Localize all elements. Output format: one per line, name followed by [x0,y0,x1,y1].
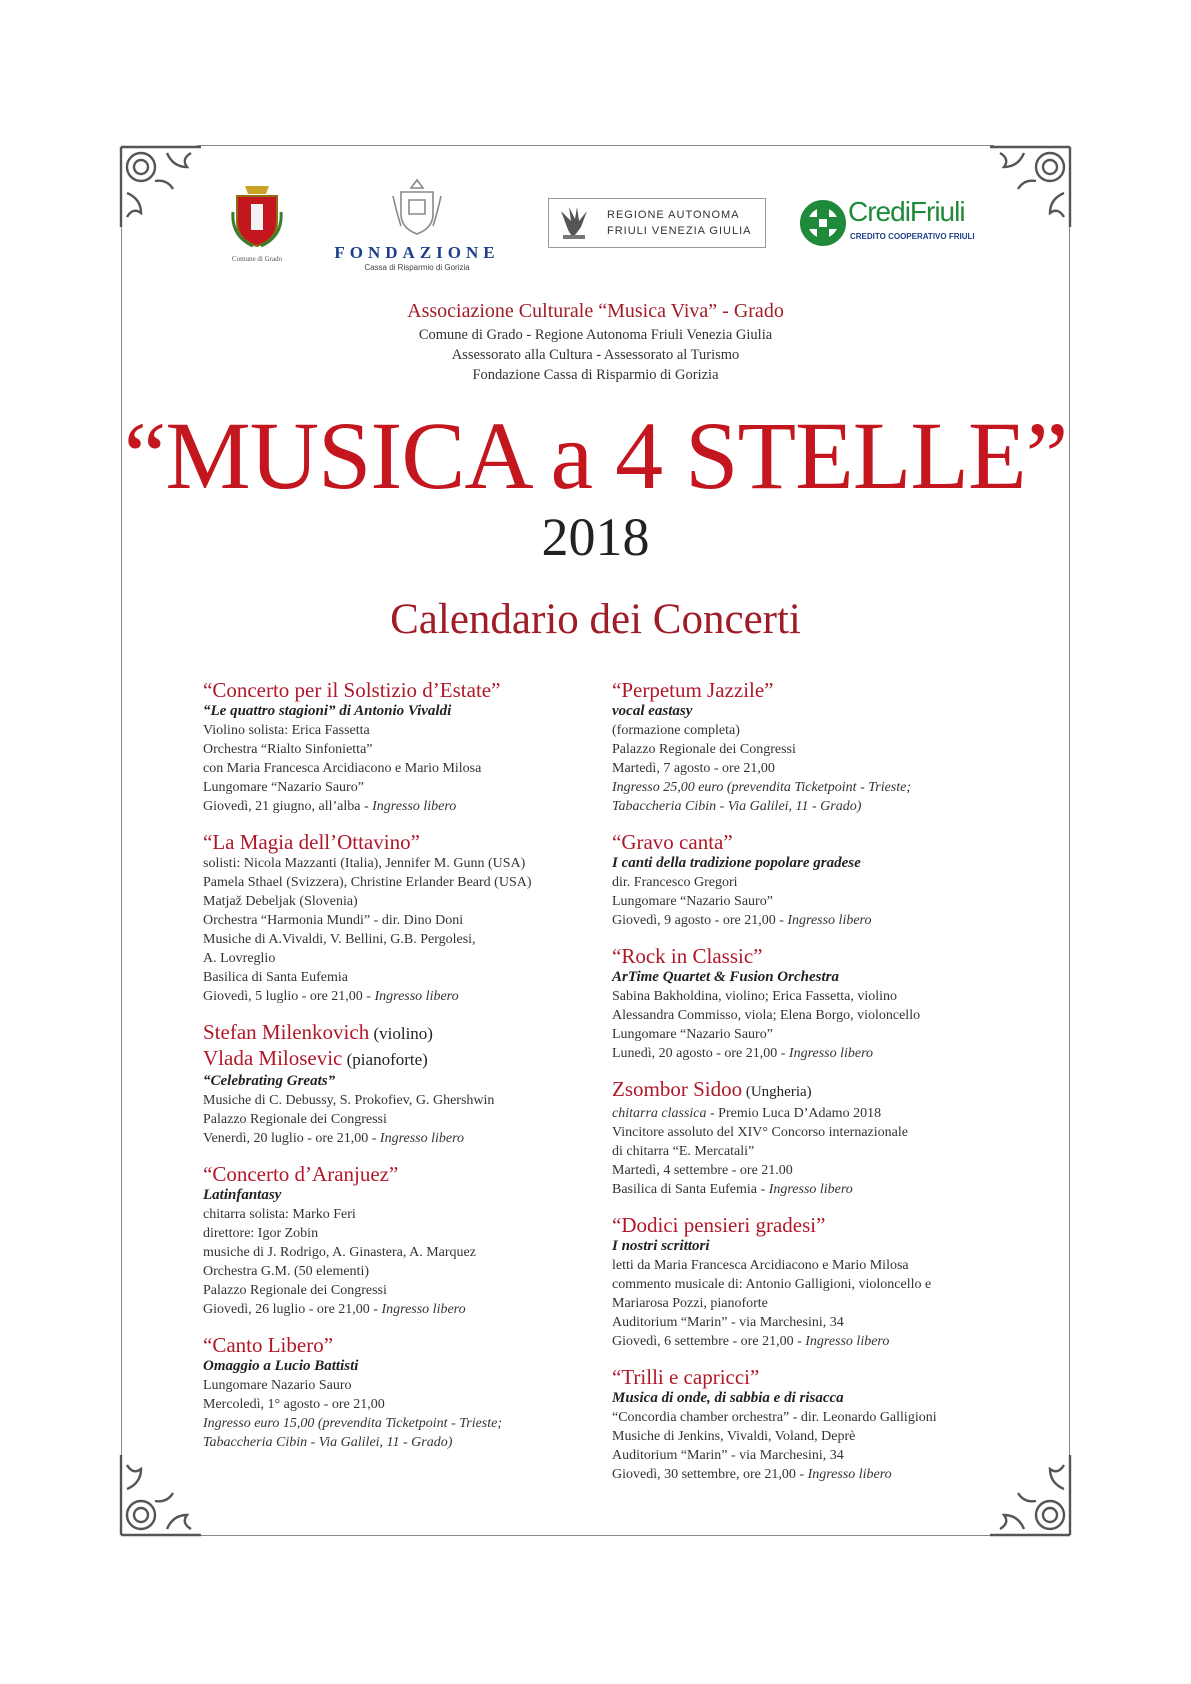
event-detail: Lungomare Nazario Sauro [203,1378,352,1393]
event-dodici-pensieri [612,1213,1007,1351]
event-detail: Auditorium “Marin” - via Marchesini, 34 [612,1315,844,1330]
event-subtitle: “Celebrating Greats” [203,1073,336,1089]
event-subtitle: “Le quattro stagioni” di Antonio Vivaldi [203,703,452,719]
performer-role: (violino) [369,1024,433,1043]
event-date-text: Basilica di Santa Eufemia - [612,1182,769,1197]
event-detail: Orchestra “Harmonia Mundi” - dir. Dino Doni [203,913,464,928]
event-detail: Palazzo Regionale dei Congressi [203,1283,387,1298]
event-detail: Orchestra G.M. (50 elementi) [203,1264,369,1279]
event-entry: Ingresso libero [372,799,457,814]
event-detail: Lungomare “Nazario Sauro” [612,1027,773,1042]
event-detail: Alessandra Commisso, viola; Elena Borgo, violoncello [612,1008,921,1023]
fondazione-logo [322,178,512,272]
event-date [203,797,598,816]
corner-ornament-top-right [984,143,1074,233]
event-title: “Rock in Classic” [612,944,763,968]
event-detail: direttore: Igor Zobin [203,1226,319,1241]
event-detail: Palazzo Regionale dei Congressi [203,1112,387,1127]
event-detail: Matjaž Debeljak (Slovenia) [203,894,358,909]
event-entry: Ingresso libero [381,1302,466,1317]
performer-role: (pianoforte) [342,1050,428,1069]
organizer-name: Associazione Culturale “Musica Viva” - Grado [407,300,784,322]
fondazione-name: FONDAZIONE [334,243,500,262]
event-subtitle: Musica di onde, di sabbia e di risacca [612,1390,844,1406]
event-detail: Basilica di Santa Eufemia [203,970,349,985]
event-date [203,1129,598,1148]
event-detail: Mariarosa Pozzi, pianoforte [612,1296,768,1311]
event-date-text: Giovedì, 21 giugno, all’alba - [203,799,373,814]
performer-name: Zsombor Sidoo [612,1077,743,1101]
event-date-text: Giovedì, 6 settembre - ore 21,00 - [612,1334,806,1349]
event-perpetum-jazzile [612,678,1007,816]
event-ticket-info: Ingresso 25,00 euro (prevendita Ticketpoint - Trieste; [612,780,912,795]
event-title: “Trilli e capricci” [612,1365,760,1389]
event-detail: commento musicale di: Antonio Galligioni, violoncello e [612,1277,932,1292]
eagle-icon [557,203,591,243]
event-detail: letti da Maria Francesca Arcidiacono e Mario Milosa [612,1258,909,1273]
comune-caption: Comune di Grado [231,255,283,263]
event-date-text: Giovedì, 9 agosto - ore 21,00 - [612,913,788,928]
frame-top-line [197,145,994,146]
event-entry: Ingresso libero [379,1131,465,1146]
frame-bottom-line [197,1535,994,1536]
event-detail: chitarra solista: Marko Feri [203,1207,356,1222]
credifriuli-mark-icon [800,200,846,246]
event-subtitle: Latinfantasy [203,1187,282,1203]
event-detail: Palazzo Regionale dei Congressi [612,742,796,757]
event-entry: Ingresso libero [807,1467,892,1482]
corner-ornament-top-left [117,143,207,233]
fondazione-sub: Cassa di Risparmio di Gorizia [364,263,470,272]
poster-subtitle: Calendario dei Concerti [390,596,801,643]
event-date-text: Giovedì, 26 luglio - ore 21,00 - [203,1302,382,1317]
event-entry: Ingresso libero [768,1182,853,1197]
event-magia-ottavino [203,830,598,1006]
comune-di-grado-logo [222,182,292,263]
event-subtitle: I nostri scrittori [612,1238,710,1254]
instrument: chitarra classica [612,1106,707,1121]
event-milenkovich [203,1020,598,1148]
performer-name: Stefan Milenkovich [203,1020,370,1044]
event-solstizio [203,678,598,816]
fondazione-crest-icon [389,178,445,238]
event-detail: solisti: Nicola Mazzanti (Italia), Jennifer M. Gunn (USA) [203,856,526,871]
event-date [612,911,1007,930]
poster-title: “MUSICA a 4 STELLE” [123,402,1068,509]
corner-ornament-bottom-left [117,1449,207,1539]
event-detail: Orchestra “Rialto Sinfonietta” [203,742,373,757]
credifriuli-sub: CREDITO COOPERATIVO FRIULI [850,232,975,241]
event-trilli-capricci [612,1365,1007,1484]
event-title-2 [203,1046,598,1072]
organizer-line-2: Assessorato alla Cultura - Assessorato al Turismo [451,347,740,363]
event-detail: Pamela Sthael (Svizzera), Christine Erlander Beard (USA) [203,875,532,890]
organizer-line-1: Comune di Grado - Regione Autonoma Friuli Venezia Giulia [418,327,773,343]
event-rock-in-classic [612,944,1007,1063]
event-detail: dir. Francesco Gregori [612,875,738,890]
event-detail: Mercoledì, 1° agosto - ore 21,00 [203,1397,385,1412]
event-detail: “Concordia chamber orchestra” - dir. Leonardo Galligioni [612,1410,937,1425]
event-detail: Lungomare “Nazario Sauro” [612,894,773,909]
event-entry: Ingresso libero [374,989,459,1004]
event-detail: di chitarra “E. Mercatali” [612,1144,755,1159]
coat-of-arms-icon [231,182,283,248]
regione-line2: FRIULI VENEZIA GIULIA [607,225,752,237]
event-detail: Vincitore assoluto del XIV° Concorso internazionale [612,1125,908,1140]
event-detail: Sabina Bakholdina, violino; Erica Fassetta, violino [612,989,898,1004]
events-column-right [612,678,1007,1484]
event-date [612,1044,1007,1063]
event-title: “Concerto per il Solstizio d’Estate” [203,678,501,702]
event-date-text: Lunedì, 20 agosto - ore 21,00 - [612,1046,789,1061]
organizer-line-3: Fondazione Cassa di Risparmio di Gorizia [472,367,719,383]
poster-year: 2018 [541,507,650,567]
event-title: “Canto Libero” [203,1333,334,1357]
event-detail: Martedì, 7 agosto - ore 21,00 [612,761,775,776]
event-subtitle: vocal eastasy [612,703,693,719]
event-detail: (formazione completa) [612,723,740,738]
event-ticket-info: Ingresso euro 15,00 (prevendita Ticketpoint - Trieste; [203,1416,503,1431]
event-title: “Concerto d’Aranjuez” [203,1162,399,1186]
event-title: “La Magia dell’Ottavino” [203,830,420,854]
regione-line1: REGIONE AUTONOMA [607,209,740,221]
event-title: “Perpetum Jazzile” [612,678,774,702]
event-ticket-info: Tabaccheria Cibin - Via Galilei, 11 - Grado) [203,1435,453,1450]
event-entry: Ingresso libero [805,1334,890,1349]
event-date [612,1180,1007,1199]
events-column-left [203,678,598,1452]
event-detail: Auditorium “Marin” - via Marchesini, 34 [612,1448,844,1463]
event-title [612,1077,1007,1104]
credifriuli-name: CrediFriuli [848,196,965,227]
event-date [203,987,598,1006]
event-subtitle: Omaggio a Lucio Battisti [203,1358,359,1374]
event-date-text: Giovedì, 5 luglio - ore 21,00 - [203,989,375,1004]
event-date [612,1332,1007,1351]
event-date-text: Venerdì, 20 luglio - ore 21,00 - [203,1131,380,1146]
event-detail: Musiche di Jenkins, Vivaldi, Voland, Deprè [612,1429,856,1444]
event-detail: Lungomare “Nazario Sauro” [203,780,364,795]
event-title: “Gravo canta” [612,830,733,854]
event-aranjuez [203,1162,598,1319]
performer-country: (Ungheria) [742,1084,812,1100]
event-date-text: Giovedì, 30 settembre, ore 21,00 - [612,1467,808,1482]
event-detail: A. Lovreglio [203,951,276,966]
event-subtitle [612,1104,1007,1123]
event-detail: con Maria Francesca Arcidiacono e Mario Milosa [203,761,482,776]
performer-name: Vlada Milosevic [203,1046,343,1070]
event-ticket-info: Tabaccheria Cibin - Via Galilei, 11 - Grado) [612,799,862,814]
event-gravo-canta [612,830,1007,930]
regione-fvg-logo [548,198,766,248]
event-title [203,1020,598,1046]
event-detail: Violino solista: Erica Fassetta [203,723,370,738]
event-zsombor-sidoo [612,1077,1007,1199]
event-detail: Musiche di A.Vivaldi, V. Bellini, G.B. Pergolesi, [203,932,476,947]
event-detail: Musiche di C. Debussy, S. Prokofiev, G. Ghershwin [203,1093,495,1108]
event-title: “Dodici pensieri gradesi” [612,1213,826,1237]
event-subtitle: ArTime Quartet & Fusion Orchestra [612,969,839,985]
award: - Premio Luca D’Adamo 2018 [706,1106,882,1121]
event-entry: Ingresso libero [788,1046,874,1061]
event-subtitle: I canti della tradizione popolare gradese [612,855,861,871]
credifriuli-logo [800,196,990,248]
event-date [612,1465,1007,1484]
event-date [203,1300,598,1319]
event-detail: musiche di J. Rodrigo, A. Ginastera, A. Marquez [203,1245,476,1260]
event-detail: Martedì, 4 settembre - ore 21.00 [612,1163,793,1178]
event-entry: Ingresso libero [787,913,872,928]
event-canto-libero [203,1333,598,1452]
